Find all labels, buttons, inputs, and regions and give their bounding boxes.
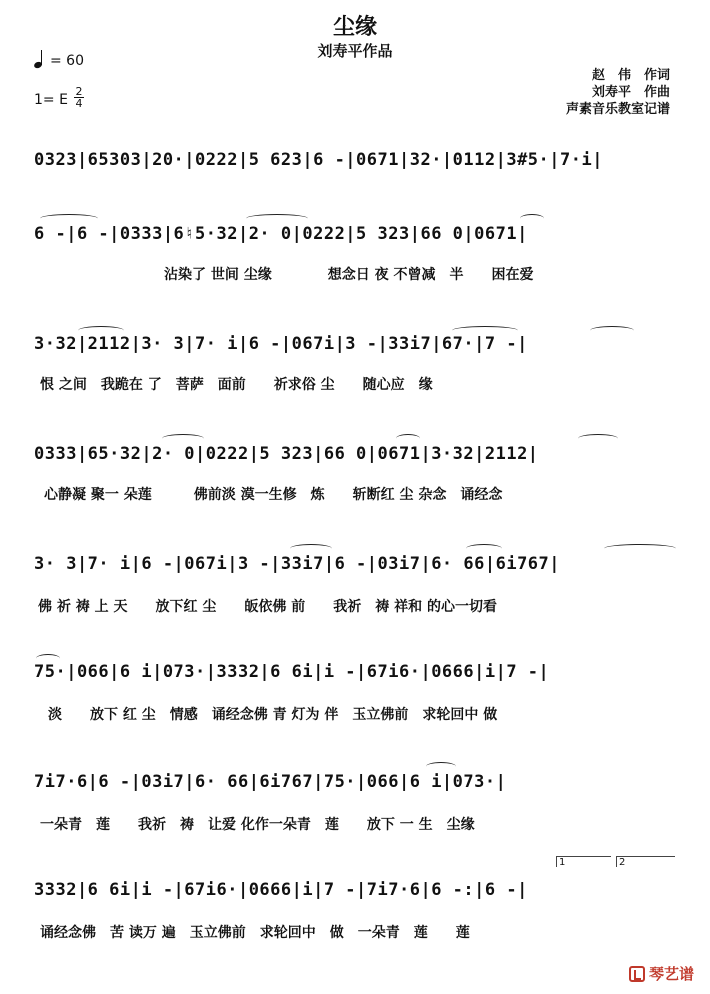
slur [426,762,456,771]
slur [162,434,204,443]
composer-credit: 刘寿平 作曲 [591,85,670,100]
notation-line-4: 0333|65·32|2· 0|0222|5 323|66 0|0671|3·32|2112| [34,444,539,464]
lyrics-line-6: 淡 放下 红 尘 情感 诵经念佛 青 灯为 伴 玉立佛前 求轮回中 做 [48,707,498,723]
volta-bracket-2: 2 [616,856,675,867]
lyrics-line-3: 恨 之间 我跪在 了 菩萨 面前 祈求俗 尘 随心应 缘 [40,377,433,393]
notation-line-5: 3· 3|7· i|6 -|067i|3 -|33i7|6 -|03i7|6· 66|6i767| [34,554,561,574]
lyrics-line-2: 沾染了 世间 尘缘 想念日 夜 不曾减 半 困在爱 [164,267,534,283]
slur [604,544,676,553]
volta-bracket-1: 1 [556,856,611,867]
slur [290,544,332,553]
lyrics-line-4: 心静凝 聚一 朵莲 佛前淡 漠一生修 炼 斩断红 尘 杂念 诵经念 [44,487,503,503]
lyrics-line-8: 诵经念佛 苦 读万 遍 玉立佛前 求轮回中 做 一朵青 莲 莲 [40,925,470,941]
notation-line-1: 0323|65303|20·|0222|5 623|6 -|0671|32·|0112|3#5·|7·i| [34,150,603,170]
lyrics-line-5: 佛 祈 祷 上 天 放下红 尘 皈依佛 前 我祈 祷 祥和 的心一切看 [38,599,497,615]
notation-line-3: 3·32|2112|3· 3|7· i|6 -|067i|3 -|33i7|67·|7 -| [34,334,528,354]
song-title: 尘缘 [332,15,377,40]
site-watermark [629,963,694,984]
quarter-note-icon [34,50,44,68]
slur [246,214,308,223]
slur [40,214,98,223]
slur [520,214,544,223]
watermark-text: 琴艺谱 [648,965,694,983]
meter-bottom: 4 [75,97,83,110]
time-signature [74,86,84,109]
lyrics-line-7: 一朵青 莲 我祈 祷 让爱 化作一朵青 莲 放下 一 生 尘缘 [40,817,475,833]
meter-top: 2 [75,85,83,98]
slur [578,434,618,443]
tempo-value: = 60 [50,53,84,69]
key-signature: 1= E [34,92,68,108]
slur [396,434,420,443]
notation-line-6: 75·|066|6 i|073·|3332|6 6i|i -|67i6·|0666|i|7 -| [34,662,550,682]
notation-line-8: 3332|6 6i|i -|67i6·|0666|i|7 -|7i7·6|6 -:|6 -| [34,880,528,900]
notation-line-7: 7i7·6|6 -|03i7|6· 66|6i767|75·|066|6 i|073·| [34,772,507,792]
lyricist-credit: 赵 伟 作词 [591,68,670,83]
notation-line-2: 6 -|6 -|0333|6♮5·32|2· 0|0222|5 323|66 0|0671| [34,224,528,244]
slur [466,544,502,553]
logo-icon [629,966,645,982]
tempo-marking [34,50,84,69]
transcriber-credit: 声素音乐教室记谱 [565,102,670,117]
song-subtitle: 刘寿平作品 [317,42,393,60]
